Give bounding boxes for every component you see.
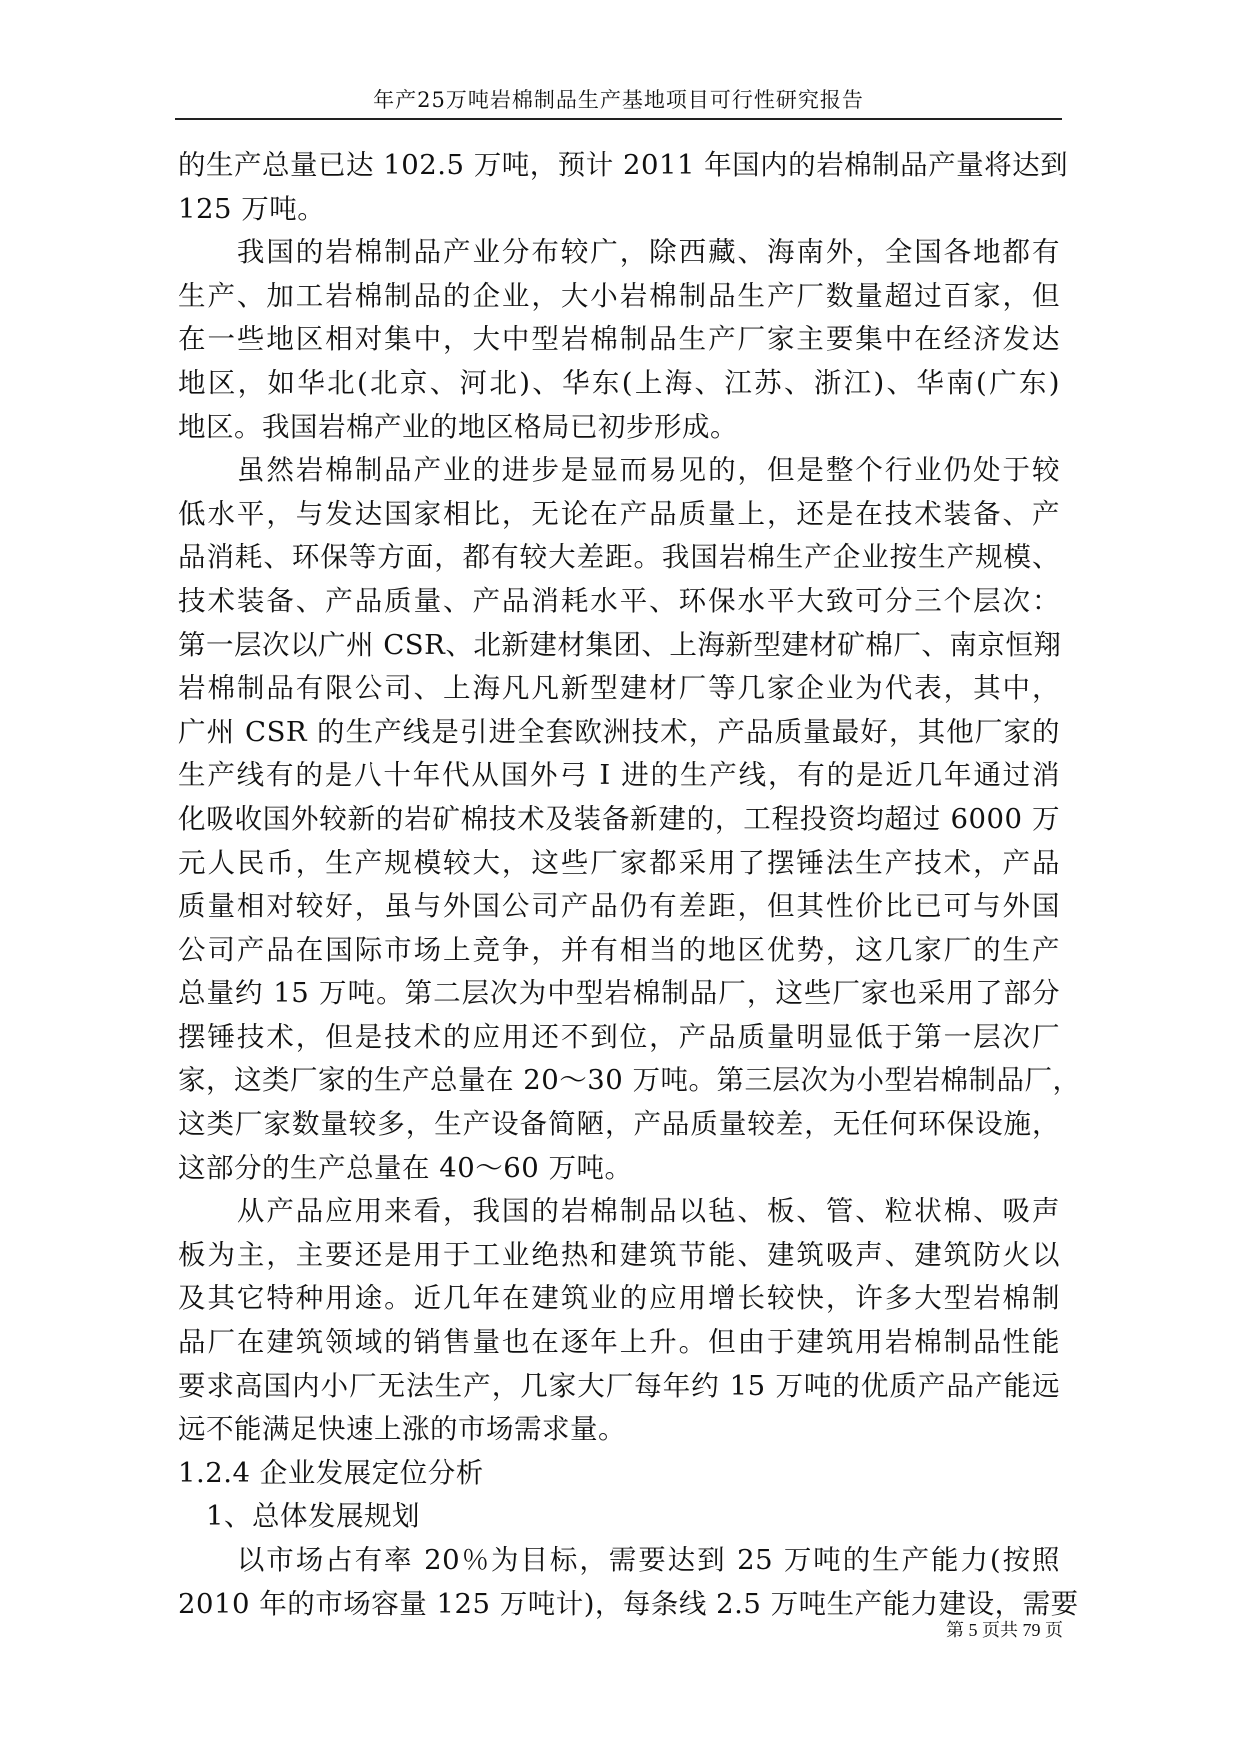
section-heading: 1.2.4 企业发展定位分析 xyxy=(178,1456,484,1489)
text-line: 低水平，与发达国家相比，无论在产品质量上，还是在技术装备、产 xyxy=(178,497,1060,530)
text-line: 的生产总量已达 102.5 万吨，预计 2011 年国内的岩棉制品产量将达到 xyxy=(178,149,1069,181)
text-line: 这部分的生产总量在 40～60 万吨。 xyxy=(178,1151,633,1184)
text-line: 125 万吨。 xyxy=(178,192,326,225)
text-line: 板为主，主要还是用于工业绝热和建筑节能、建筑吸声、建筑防火以 xyxy=(178,1238,1060,1271)
text-line: 第一层次以广州 CSR、北新建材集团、上海新型建材矿棉厂、南京恒翔 xyxy=(178,628,1062,661)
text-line: 我国的岩棉制品产业分布较广，除西藏、海南外，全国各地都有 xyxy=(178,236,1060,269)
text-line: 地区，如华北(北京、河北)、华东(上海、江苏、浙江)、华南(广东) xyxy=(178,366,1060,399)
body-text xyxy=(178,144,1081,1626)
header-divider xyxy=(175,118,1062,120)
text-line: 家，这类厂家的生产总量在 20～30 万吨。第三层次为小型岩棉制品厂， xyxy=(178,1064,1081,1097)
text-line: 以市场占有率 20％为目标，需要达到 25 万吨的生产能力(按照 xyxy=(178,1544,1060,1576)
text-line: 技术装备、产品质量、产品消耗水平、环保水平大致可分三个层次： xyxy=(178,584,1060,617)
text-line: 从产品应用来看，我国的岩棉制品以毡、板、管、粒状棉、吸声 xyxy=(178,1195,1060,1228)
page-number: 第 5 页共 79 页 xyxy=(946,1620,1063,1640)
text-line: 品厂在建筑领域的销售量也在逐年上升。但由于建筑用岩棉制品性能 xyxy=(178,1326,1060,1359)
text-line: 要求高国内小厂无法生产，几家大厂每年约 15 万吨的优质产品产能远 xyxy=(178,1369,1060,1402)
text-line: 化吸收国外较新的岩矿棉技术及装备新建的，工程投资均超过 6000 万 xyxy=(178,802,1060,835)
text-line: 及其它特种用途。近几年在建筑业的应用增长较快，许多大型岩棉制 xyxy=(178,1282,1060,1315)
text-line: 总量约 15 万吨。第二层次为中型岩棉制品厂，这些厂家也采用了部分 xyxy=(178,977,1060,1010)
text-line: 岩棉制品有限公司、上海凡凡新型建材厂等几家企业为代表，其中， xyxy=(178,672,1060,705)
text-line: 品消耗、环保等方面，都有较大差距。我国岩棉生产企业按生产规模、 xyxy=(178,541,1060,574)
text-line: 生产线有的是八十年代从国外弓 I 进的生产线，有的是近几年通过消 xyxy=(178,759,1060,792)
text-line: 摆锤技术，但是技术的应用还不到位，产品质量明显低于第一层次厂 xyxy=(178,1020,1060,1053)
page-header-title: 年产25万吨岩棉制品生产基地项目可行性研究报告 xyxy=(373,88,864,112)
text-line: 地区。我国岩棉产业的地区格局已初步形成。 xyxy=(178,410,738,443)
text-line: 广州 CSR 的生产线是引进全套欧洲技术，产品质量最好，其他厂家的 xyxy=(178,715,1060,748)
subsection-heading: 1、总体发展规划 xyxy=(178,1500,420,1533)
text-line: 这类厂家数量较多，生产设备简陋，产品质量较差，无任何环保设施， xyxy=(178,1108,1060,1141)
text-line: 2010 年的市场容量 125 万吨计)，每条线 2.5 万吨生产能力建设，需要 xyxy=(178,1587,1079,1620)
text-line: 远不能满足快速上涨的市场需求量。 xyxy=(178,1413,626,1446)
text-line: 生产、加工岩棉制品的企业，大小岩棉制品生产厂数量超过百家，但 xyxy=(178,279,1060,312)
text-line: 虽然岩棉制品产业的进步是显而易见的，但是整个行业仍处于较 xyxy=(178,454,1060,487)
text-line: 质量相对较好，虽与外国公司产品仍有差距，但其性价比已可与外国 xyxy=(178,890,1060,923)
text-line: 元人民币，生产规模较大，这些厂家都采用了摆锤法生产技术，产品 xyxy=(178,846,1060,879)
text-line: 在一些地区相对集中，大中型岩棉制品生产厂家主要集中在经济发达 xyxy=(178,323,1060,356)
text-line: 公司产品在国际市场上竞争，并有相当的地区优势，这几家厂的生产 xyxy=(178,933,1060,966)
